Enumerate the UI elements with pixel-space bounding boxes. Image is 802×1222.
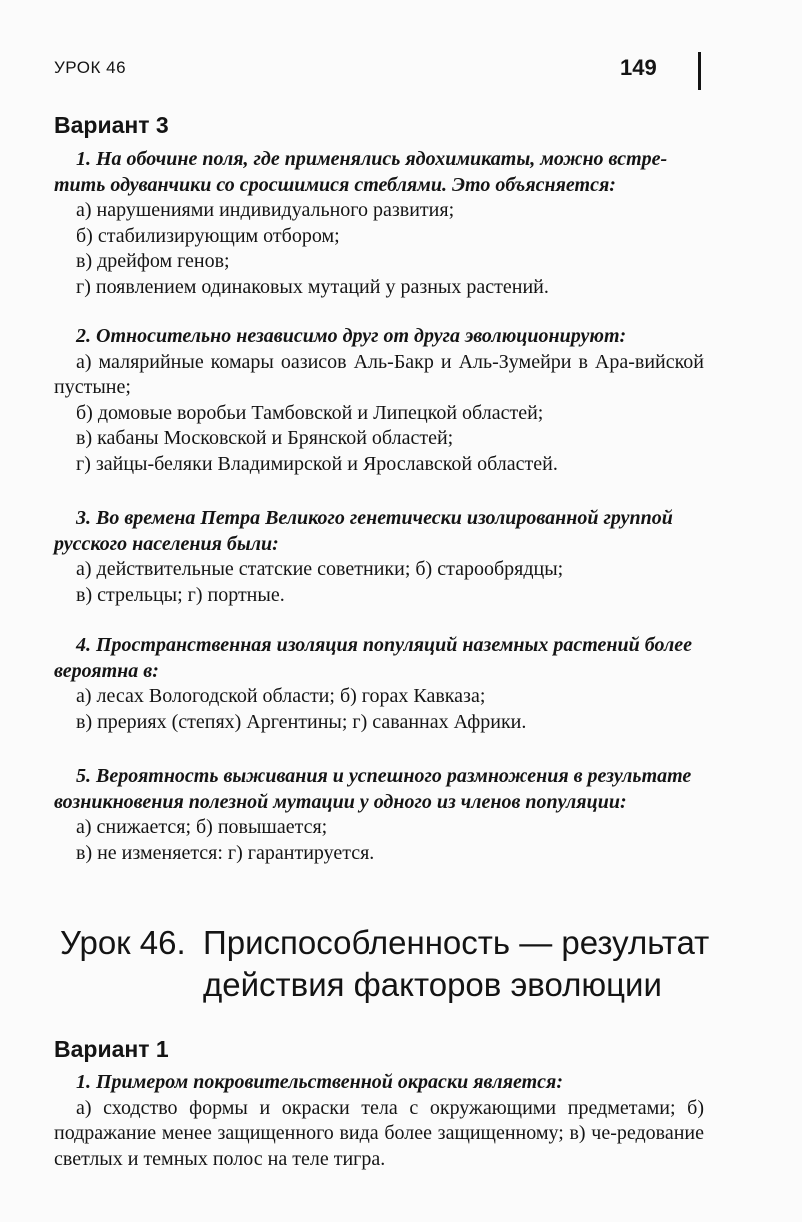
answer-option: г) появлением одинаковых мутаций у разных растений. [76, 275, 549, 298]
question-1 [54, 147, 704, 300]
question-stem: 1. Примером покровительственной окраски является: [76, 1071, 564, 1093]
answer-option: в) кабаны Московской и Брянской областей; [76, 427, 454, 449]
question-5 [54, 764, 704, 866]
lesson-title-line-1: Приспособленность — результат [203, 924, 710, 961]
question-body: а) сходство формы и окраски тела с окружающими предметами; б) подражание менее защищенного вида более защищенному; в) че-редование светлых и темных полос на теле тигра. [54, 1096, 704, 1170]
page-number-rule [698, 52, 701, 90]
answer-option: б) стабилизирующим отбором; [76, 224, 340, 247]
answer-option: г) зайцы-беляки Владимирской и Ярославской областей. [76, 452, 558, 475]
variant-1-heading: Вариант 1 [54, 1036, 169, 1062]
question-stem: 5. Вероятность выживания и успешного размножения в результате возникновения полезной мутации у одного из членов популяции: [54, 765, 692, 813]
lesson-title [60, 922, 760, 1006]
answer-option: в) дрейфом генов; [76, 250, 230, 272]
question-stem: 4. Пространственная изоляция популяций наземных растений более вероятна в: [54, 634, 693, 682]
running-head: УРОК 46 [54, 58, 127, 77]
question-stem: 2. Относительно независимо друг от друга эволюционируют: [76, 325, 627, 347]
lesson-title-line-2: действия факторов эволюции [203, 966, 662, 1003]
question-stem: 3. Во времена Петра Великого генетически изолированной группой русского населения были: [54, 507, 673, 555]
answer-option: в) стрельцы; г) портные. [76, 583, 285, 606]
question-3 [54, 506, 704, 608]
answer-option: б) домовые воробьи Тамбовской и Липецкой областей; [76, 401, 544, 424]
answer-option: а) снижается; б) повышается; [76, 816, 328, 838]
page-number: 149 [620, 55, 657, 80]
answer-option: а) действительные статские советники; б) старообрядцы; [76, 558, 564, 580]
lesson-question-1 [54, 1070, 704, 1172]
answer-option: а) лесах Вологодской области; б) горах Кавказа; [76, 685, 486, 707]
answer-option: а) нарушениями индивидуального развития; [76, 199, 455, 221]
variant-3-heading: Вариант 3 [54, 112, 169, 138]
question-4 [54, 633, 704, 735]
answer-option: в) не изменяется: г) гарантируется. [76, 841, 375, 864]
answer-option: в) прериях (степях) Аргентины; г) саваннах Африки. [76, 710, 527, 733]
question-2 [54, 324, 704, 477]
lesson-number: Урок 46. [60, 924, 186, 961]
answer-option: а) малярийные комары оазисов Аль-Бакр и Аль-Зумейри в Ара-вийской пустыне; [54, 350, 704, 398]
question-stem: 1. На обочине поля, где применялись ядохимикаты, можно встре-тить одуванчики со сросшимися стеблями. Это объясняется: [54, 148, 668, 196]
